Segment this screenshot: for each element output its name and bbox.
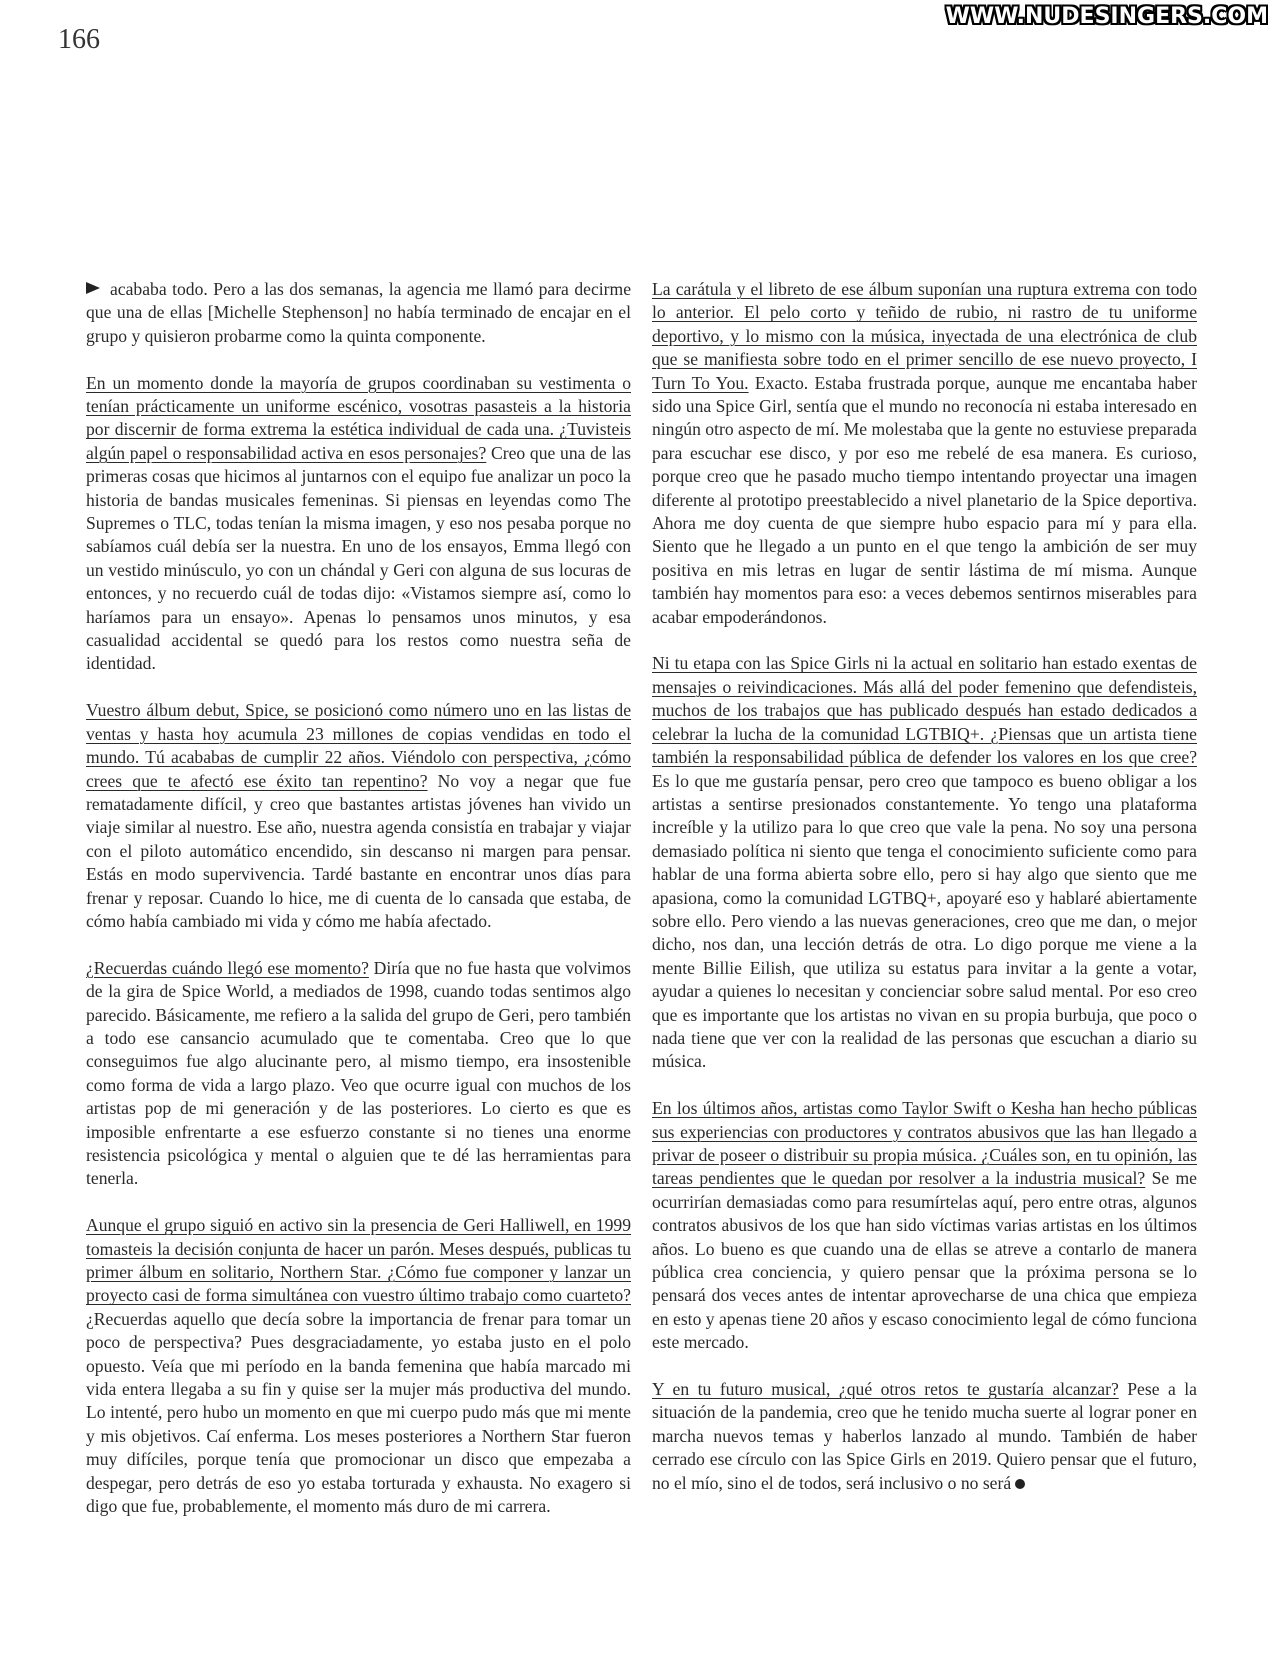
right-column	[652, 278, 1197, 1518]
answer-text: Se me ocurrirían demasiadas como para resumírtelas aquí, pero entre otras, algunos contratos abusivos de los que han sido víctimas varias artistas en los últimos años. Lo bueno es que cuando una de ellas se atreve a contarlo de manera pública crea conciencia, y quiero pensar que la próxima persona se lo pensará dos veces antes de intentar aprovecharse de una chica que empieza en esto y apenas tiene 20 años y escaso conocimiento legal de cómo funciona este mercado.	[652, 1168, 1197, 1353]
paragraph	[86, 699, 631, 933]
end-mark-icon	[1015, 1479, 1025, 1489]
paragraph	[652, 652, 1197, 1073]
answer-text: ¿Recuerdas aquello que decía sobre la importancia de frenar para tomar un poco de perspectiva? Pues desgraciadamente, yo estaba justo en el polo opuesto. Veía que mi período en la banda femenina que había marcado mi vida entera llegaba a su fin y quise ser la mujer más productiva del mundo. Lo intenté, pero hubo un momento en que mi cuerpo pudo más que mi mente y mis objetivos. Caí enferma. Los meses posteriores a Northern Star fueron muy difíciles, porque tenía que promocionar un disco que empezaba a despegar, pero detrás de eso yo estaba torturada y exhausta. No exagero si digo que fue, probablemente, el momento más duro de mi carrera.	[86, 1308, 631, 1517]
answer-text: acababa todo. Pero a las dos semanas, la agencia me llamó para decirme que una de ellas [Michelle Stephenson] no había terminado de encajar en el grupo y quisieron probarme como la quinta componente.	[86, 279, 631, 346]
question-text: ¿Recuerdas cuándo llegó ese momento?	[86, 957, 369, 978]
watermark: WWW.NUDESINGERS.COM	[945, 4, 1268, 29]
answer-text: No voy a negar que fue rematadamente difícil, y creo que bastantes artistas jóvenes han vivido un viaje similar al nuestro. Ese año, nuestra agenda consistía en trabajar y viajar con el piloto automático encendido, sin descanso ni margen para pensar. Estás en modo supervivencia. Tardé bastante en encontrar unos días para frenar y reposar. Cuando lo hice, me di cuenta de lo cansada que estaba, de cómo había cambiado mi vida y cómo me había afectado.	[86, 770, 631, 931]
question-text: Ni tu etapa con las Spice Girls ni la actual en solitario han estado exentas de mensajes o reivindicaciones. Más allá del poder femenino que defendisteis, muchos de los trabajos que has publicado después han estado dedicados a celebrar la lucha de la comunidad LGTBIQ+. ¿Piensas que un artista tiene también la responsabilidad pública de defender los valores en los que cree?	[652, 653, 1197, 768]
answer-text: Exacto. Estaba frustrada porque, aunque me encantaba haber sido una Spice Girl, sentía que el mundo no reconocía ni estaba interesado en ningún otro aspecto de mí. Me molestaba que la gente no estuviese preparada para escuchar ese disco, y por eso me rebelé de esa manera. Es curioso, porque creo que he pasado mucho tiempo intentando proyectar una imagen diferente al prototipo preestablecido a nivel planetario de la Spice deportiva. Ahora me doy cuenta de que siempre hubo espacio para mí y para ella. Siento que he llegado a un punto en el que tengo la ambición de ser muy positiva en mis letras en lugar de sentir lástima de mí misma. Aunque también hay momentos para eso: a veces debemos sentirnos miserables para acabar empoderándonos.	[652, 372, 1197, 627]
left-column	[86, 278, 631, 1542]
answer-text: Es lo que me gustaría pensar, pero creo que tampoco es bueno obligar a los artistas a sentirse presionados constantemente. Yo tengo una plataforma increíble y la utilizo para lo que creo que vale la pena. No soy una persona demasiado política ni siento que tenga el conocimiento suficiente como para hablar de una forma abierta sobre ello, pero si hay algo que siento que me apasiona, como la comunidad LGTBQ+, apoyaré eso y hablaré abiertamente sobre ello. Pero viendo a las nuevas generaciones, creo que me dan, o mejor dicho, nos dan, una lección detrás de otra. Lo digo porque me viene a la mente Billie Eilish, que utiliza su estatus para invitar a la gente a votar, ayudar a quienes lo necesitan y concienciar sobre salud mental. Por eso creo que es importante que los artistas no vivan en su propia burbuja, que poco o nada tiene que ver con la realidad de las personas que escuchan a diario su música.	[652, 770, 1197, 1072]
paragraph	[86, 372, 631, 676]
paragraph	[652, 1378, 1197, 1495]
paragraph	[652, 1097, 1197, 1354]
paragraph	[86, 278, 631, 348]
page-number: 166	[58, 24, 100, 55]
paragraph	[86, 957, 631, 1191]
question-text: En un momento donde la mayoría de grupos coordinaban su vestimenta o tenían prácticamente un uniforme escénico, vosotras pasasteis a la historia por discernir de forma extrema la estética individual de cada una. ¿Tuvisteis algún papel o responsabilidad activa en esos personajes?	[86, 372, 631, 463]
question-text: Vuestro álbum debut, Spice, se posicionó como número uno en las listas de ventas y hasta hoy acumula 23 millones de copias vendidas en todo el mundo. Tú acababas de cumplir 22 años. Viéndolo con perspectiva, ¿cómo crees que te afectó ese éxito tan repentino?	[86, 700, 631, 791]
arrow-bullet-icon	[86, 282, 100, 294]
question-text: En los últimos años, artistas como Taylor Swift o Kesha han hecho públicas sus experiencias con productores y contratos abusivos que las han llegado a privar de poseer o distribuir su propia música. ¿Cuáles son, en tu opinión, las tareas pendientes que le quedan por resolver a la industria musical?	[652, 1098, 1197, 1189]
paragraph	[652, 278, 1197, 629]
question-text: Y en tu futuro musical, ¿qué otros retos te gustaría alcanzar?	[652, 1379, 1119, 1400]
answer-text: Diría que no fue hasta que volvimos de la gira de Spice World, a mediados de 1998, cuando todas sentimos algo parecido. Básicamente, me refiero a la salida del grupo de Geri, pero también a todo ese cansancio acumulado que te comentaba. Creo que lo que conseguimos fue algo alucinante pero, al mismo tiempo, era insostenible como forma de vida a largo plazo. Veo que ocurre igual con muchos de los artistas pop de mi generación y de las posteriores. Lo cierto es que es imposible enfrentarte a ese esfuerzo constante si no tienes una enorme resistencia psicológica y mental o alguien que te dé las herramientas para tenerla.	[86, 957, 631, 1189]
paragraph	[86, 1214, 631, 1518]
question-text: Aunque el grupo siguió en activo sin la presencia de Geri Halliwell, en 1999 tomasteis la decisión conjunta de hacer un parón. Meses después, publicas tu primer álbum en solitario, Northern Star. ¿Cómo fue componer y lanzar un proyecto casi de forma simultánea con vuestro último trabajo como cuarteto?	[86, 1215, 631, 1306]
answer-text: Pese a la situación de la pandemia, creo que he tenido mucha suerte al lograr poner en marcha nuevos temas y haberlos lanzado al mundo. También de haber cerrado ese círculo con las Spice Girls en 2019. Quiero pensar que el futuro, no el mío, sino el de todos, será inclusivo o no será	[652, 1379, 1197, 1493]
answer-text: Creo que una de las primeras cosas que hicimos al juntarnos con el equipo fue analizar un poco la historia de bandas musicales femeninas. Si piensas en leyendas como The Supremes o TLC, todas tenían la misma imagen, y eso nos pesaba porque no sabíamos cuál debía ser la nuestra. En uno de los ensayos, Emma llegó con un vestido minúsculo, yo con un chándal y Geri con alguna de sus locuras de entonces, y no recuerdo cuál de todas dijo: «Vistamos siempre así, como lo haríamos para un ensayo». Apenas lo pensamos unos minutos, y esa casualidad accidental se quedó para los restos como nuestra seña de identidad.	[86, 442, 631, 674]
question-text: La carátula y el libreto de ese álbum suponían una ruptura extrema con todo lo anterior. El pelo corto y teñido de rubio, ni rastro de tu uniforme deportivo, y lo mismo con la música, inyectada de una electrónica de club que se manifiesta sobre todo en el primer sencillo de ese nuevo proyecto, I Turn To You.	[652, 279, 1197, 393]
